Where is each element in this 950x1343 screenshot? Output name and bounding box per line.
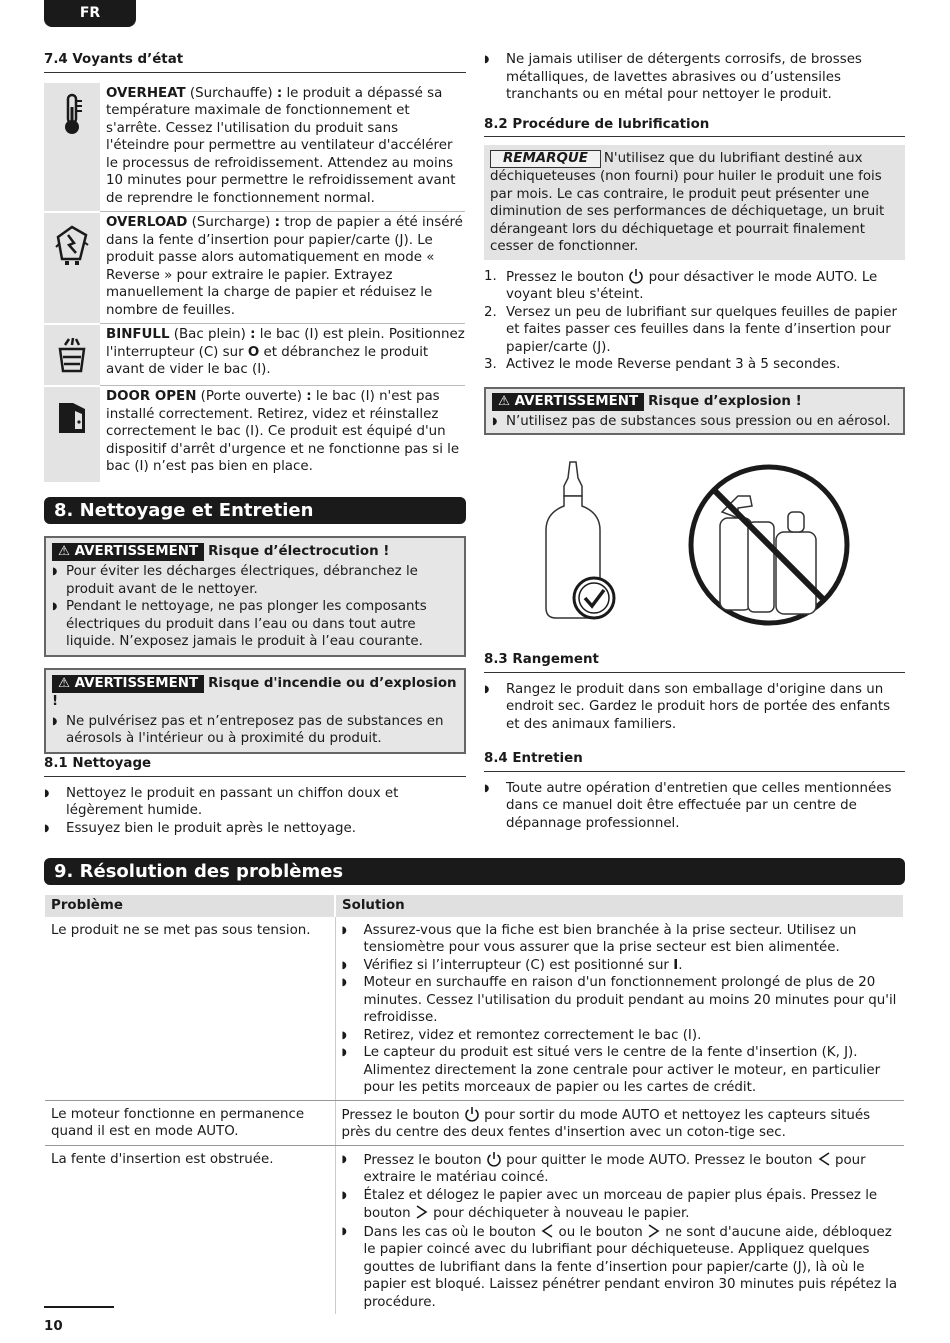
indicator-row: DOOR OPEN (Porte ouverte) : le bac (I) n'est pas installé correctement. Retirez, videz et réinstallez correctement le bac (I). Ce produit est équipé d'un dispositif d'arrêt d'urgence et ne fonctionne pas si le bac (I) n’est pas bien en place. [44,386,465,482]
lubrication-steps [484,268,905,374]
door-open-icon [55,397,89,437]
list-item: ◗ Essuyez bien le produit après le nettoyage. [44,820,466,838]
column-header-solution: Solution [335,895,904,917]
power-icon [486,1151,502,1167]
language-tab: FR [44,0,136,27]
chevron-left-icon [817,1151,831,1167]
list-item: ◗ Pressez le bouton pour quitter le mode AUTO. Pressez le bouton pour extraire le matériau coincé. [342,1151,899,1187]
list-item: 1. Pressez le bouton pour désactiver le mode AUTO. Le voyant bleu s'éteint. [484,268,878,302]
list-item: ◗ Nettoyez le produit en passant un chiffon doux et légèrement humide. [44,785,466,820]
list-item: ◗ Le capteur du produit est situé vers le centre de la fente d'insertion (K, J). Alimentez directement la zone centrale pour activer le moteur, en particulier pour les petits morceaux de papier ou les cartes de crédit. [342,1044,899,1097]
footer-rule [44,1306,114,1308]
table-row: Le produit ne se met pas sous tension. ◗ Assurez-vous que la fiche est bien branchée à la prise secteur. Utilisez un tensiomètre pour vous assurer que la prise secteur est bien alimentée. ◗ Vérifiez si l’interrupteur (C) est positionné sur I. ◗ Moteur en surchauffe en raison d'un fonctionnement prolongé de plus de 20 minutes. Cessez l'utilisation du produit pendant au moins 20 minutes pour qu'il refroidisse. ◗ Retirez, videz et remontez correctement le bac (I). ◗ Le capteur du produit est situé vers le centre de la fente d'insertion (K, J). Alimentez directement la zone centrale pour activer le moteur, en particulier pour les petits morceaux de papier ou les cartes de crédit. [45,917,904,1101]
chevron-right-icon [647,1223,661,1239]
section-7-4 [44,51,466,482]
warning-fire-explosion: ⚠ AVERTISSEMENT Risque d'incendie ou d’explosion ! ◗ Ne pulvérisez pas et n’entreposez pas de substances en aérosols à l'intérieur ou à proximité du produit. [44,668,466,754]
power-icon [628,268,644,284]
table-row: Le moteur fonctionne en permanence quand il est en mode AUTO. Pressez le bouton pour sortir du mode AUTO et nettoyez les capteurs situés près du centre des deux fentes d'insertion avec un coton-tige sec. [45,1100,904,1145]
warning-tag: ⚠ AVERTISSEMENT [52,543,204,561]
list-item: ◗ Assurez-vous que la fiche est bien branchée à la prise secteur. Utilisez un tensiomètre pour vous assurer que la prise secteur est bien alimentée. [342,922,899,957]
indicator-table [44,83,465,482]
section-title: 8.2 Procédure de lubrification [484,116,905,138]
troubleshooting-table [45,895,905,1314]
section-9-heading: 9. Résolution des problèmes [44,858,905,885]
power-icon [464,1106,480,1122]
table-row: La fente d'insertion est obstruée. ◗ Pressez le bouton pour quitter le mode AUTO. Pressez le bouton pour extraire le matériau coincé. ◗ Étalez et délogez le papier avec un morceau de papier plus épais. Pressez le bouton pour déchiqueter à nouveau le papier. ◗ Dans les cas où le bouton ou le bouton ne sont d'aucune aide, débloquez le papier coincé avec du lubrifiant pour déchiqueteuse. Appliquez quelques gouttes de lubrifiant dans la fente d’insertion pour papier/carte (J), là où le papier est bloqué. Laissez pénétrer pendant environ 30 minutes puis répétez la procédure. [45,1145,904,1314]
section-title: 7.4 Voyants d’état [44,51,466,73]
indicator-row: OVERHEAT (Surchauffe) : le produit a dépassé sa température maximale de fonctionnement et s'arrête. Cessez l'utilisation du produit sans l'éteindre pour permettre au ventilateur d'accélérer le processus de refroidissement. Attendez au moins 10 minutes pour permettre le refroidissement avant de reprendre le fonctionnement normal. [44,83,465,212]
list-item: ◗ Ne jamais utiliser de détergents corrosifs, de brosses métalliques, de lavettes abrasives ou d’ustensiles tranchants ou en métal pour nettoyer le produit. [484,51,905,104]
note-tag: REMARQUE [490,150,601,168]
warning-explosion: ⚠ AVERTISSEMENT Risque d’explosion ! ◗ N’utilisez pas de substances sous pression ou en aérosol. [484,387,905,436]
chevron-left-icon [540,1223,554,1239]
list-item: ◗ Étalez et délogez le papier avec un morceau de papier plus épais. Pressez le bouton pour déchiqueter à nouveau le papier. [342,1187,899,1223]
list-item: ◗ Pendant le nettoyage, ne pas plonger les composants électriques du produit dans l’eau ou dans tout autre liquide. N’exposez jamais le produit à l’eau courante. [52,598,458,651]
list-item: ◗ Dans les cas où le bouton ou le bouton ne sont d'aucune aide, débloquez le papier coincé avec du lubrifiant pour déchiqueteuse. Appliquez quelques gouttes de lubrifiant dans la fente d’insertion pour papier/carte (J), là où le papier est bloqué. Laissez pénétrer pendant environ 30 minutes puis répétez la procédure. [342,1223,899,1312]
section-8-1 [44,755,466,837]
list-item: ◗ Moteur en surchauffe en raison d'un fonctionnement prolongé de plus de 20 minutes. Cessez l'utilisation du produit pendant au moins 20 minutes pour qu'il refroidisse. [342,974,899,1027]
section-title: 8.1 Nettoyage [44,755,466,777]
section-title: 8.4 Entretien [484,750,905,772]
section-8-3 [484,651,905,733]
indicator-row: OVERLOAD (Surcharge) : trop de papier a été inséré dans la fente d’insertion pour papier/carte (J). Le produit passe alors automatiquement en mode « Reverse » pour extraire le papier. Extrayez manuellement la charge de papier et réduisez le nombre de feuilles. [44,212,465,324]
thermometer-icon [58,93,86,137]
note-box: REMARQUE N'utilisez que du lubrifiant destiné aux déchiqueteuses (non fourni) pour huiler le produit une fois par mois. Le cas contraire, le produit peut présenter une diminution de ses performances de déchiquetage, un bruit dérangeant lors du déchiquetage et pourrait finalement cesser de fonctionner. [484,145,905,260]
section-8-heading: 8. Nettoyage et Entretien [44,497,466,524]
list-item: ◗ Rangez le produit dans son emballage d'origine dans un endroit sec. Gardez le produit hors de portée des enfants et des animaux familiers. [484,681,905,734]
overload-icon [52,223,92,267]
list-item: ◗ Toute autre opération d'entretien que celles mentionnées dans ce manuel doit être effectuée par un centre de dépannage professionnel. [484,780,905,833]
section-title: 8.3 Rangement [484,651,905,673]
column-header-problem: Problème [45,895,335,917]
right-column [484,51,905,435]
bin-full-icon [55,335,89,375]
chevron-right-icon [415,1204,429,1220]
list-item: 2. Versez un peu de lubrifiant sur quelques feuilles de papier et faites passer ces feuilles dans la fente d’insertion pour papier/carte (J). [484,304,898,355]
lubricant-bottle-illustration [530,458,630,628]
warning-tag: ⚠ AVERTISSEMENT [52,675,204,693]
list-item: ◗ Pour éviter les décharges électriques, débranchez le produit avant de le nettoyer. [52,563,458,598]
aerosol-prohibited-illustration [686,462,852,628]
section-8-4 [484,750,905,832]
warning-tag: ⚠ AVERTISSEMENT [492,393,644,411]
list-item: ◗ N’utilisez pas de substances sous pression ou en aérosol. [492,413,897,431]
warning-electrocution: ⚠ AVERTISSEMENT Risque d’électrocution ! ◗ Pour éviter les décharges électriques, débranchez le produit avant de le nettoyer. ◗ Pendant le nettoyage, ne pas plonger les composants électriques du produit dans l’eau ou dans tout autre liquide. N’exposez jamais le produit à l’eau courante. [44,536,466,657]
page-number: 10 [44,1319,63,1334]
list-item: ◗ Ne pulvérisez pas et n’entreposez pas de substances en aérosols à l'intérieur ou à proximité du produit. [52,713,458,748]
list-item: ◗ Vérifiez si l’interrupteur (C) est positionné sur I. [342,957,899,975]
indicator-row: BINFULL (Bac plein) : le bac (I) est plein. Positionnez l'interrupteur (C) sur O et débranchez le produit avant de vider le bac (I). [44,324,465,386]
list-item: ◗ Retirez, videz et remontez correctement le bac (I). [342,1027,899,1045]
list-item: 3. Activez le mode Reverse pendant 3 à 5 secondes. [484,357,841,372]
